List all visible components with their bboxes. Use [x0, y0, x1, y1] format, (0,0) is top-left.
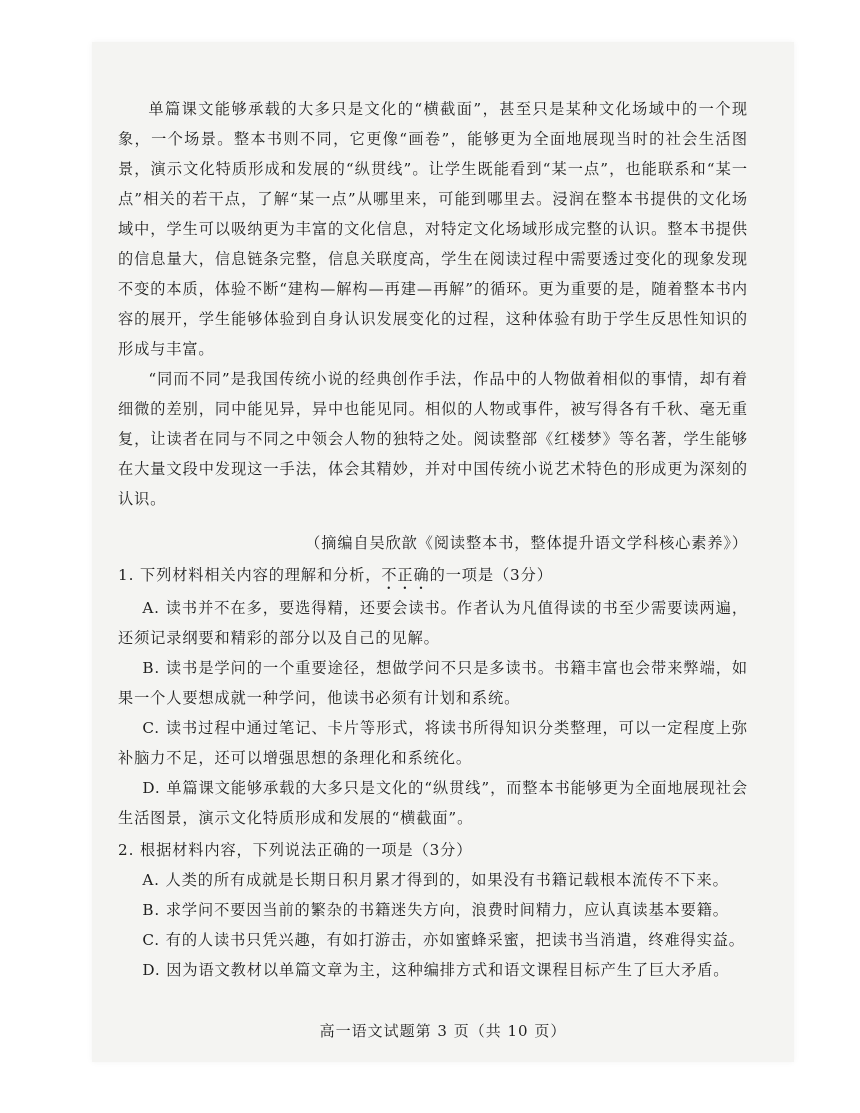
passage-paragraph-2: “同而不同”是我国传统小说的经典创作手法，作品中的人物做着相似的事情，却有着细微的差别，同中能见异，异中也能见同。相似的人物或事件，被写得各有千秋、毫无重复，让读者在同与不同之中领会人物的独特之处。阅读整部《红楼梦》等名著，学生能够在大量文段中发现这一手法，体会其精妙，并对中国传统小说艺术特色的形成更为深刻的认识。	[118, 370, 748, 508]
question-2-option-b: B. 求学问不要因当前的繁杂的书籍迷失方向，浪费时间精力，应认真读基本要籍。	[142, 901, 729, 919]
passage-source: （摘编自吴欣歆《阅读整本书，整体提升语文学科核心素养》）	[305, 534, 748, 552]
question-1-stem-end: 的一项是（3分）	[429, 566, 553, 584]
question-2-option-a: A. 人类的所有成就是长期日积月累才得到的，如果没有书籍记载根本流传不下来。	[142, 871, 729, 889]
question-1-option-a: A. 读书并不在多，要选得精，还要会读书。作者认为凡值得读的书至少需要读两遍，还须记录纲要和精彩的部分以及自己的见解。	[118, 599, 748, 647]
question-1-option-b: B. 读书是学问的一个重要途径，想做学问不只是多读书。书籍丰富也会带来弊端，如果一个人要想成就一种学问，他读书必须有计划和系统。	[118, 659, 748, 707]
passage-paragraph-1: 单篇课文能够承载的大多只是文化的“横截面”，甚至只是某种文化场域中的一个现象，一个场景。整本书则不同，它更像“画卷”，能够更为全面地展现当时的社会生活图景，演示文化特质形成和发展的“纵贯线”。让学生既能看到“某一点”，也能联系和“某一点”相关的若干点，了解“某一点”从哪里来，可能到哪里去。浸润在整本书提供的文化场域中，学生可以吸纳更为丰富的文化信息，对特定文化场域形成完整的认识。整本书提供的信息量大，信息链条完整，信息关联度高，学生在阅读过程中需要透过变化的现象发现不变的本质，体验不断“建构—解构—再建—再解”的循环。更为重要的是，随着整本书内容的展开，学生能够体验到自身认识发展变化的过程，这种体验有助于学生反思性知识的形成与丰富。	[118, 100, 748, 358]
question-1-emphasis: 不正确	[381, 566, 430, 584]
question-2-option-c: C. 有的人读书只凭兴趣，有如打游击，亦如蜜蜂采蜜，把读书当消遣，终难得实益。	[142, 931, 745, 949]
question-1-option-c: C. 读书过程中通过笔记、卡片等形式，将读书所得知识分类整理，可以一定程度上弥补脑力不足，还可以增强思想的条理化和系统化。	[118, 719, 748, 767]
question-2-option-d: D. 因为语文教材以单篇文章为主，这种编排方式和语文课程目标产生了巨大矛盾。	[142, 961, 730, 979]
page-footer: 高一语文试题第 3 页（共 10 页）	[319, 1022, 567, 1040]
question-1-stem-start: 1. 下列材料相关内容的理解和分析，	[118, 566, 382, 584]
page-content	[118, 94, 748, 985]
exam-page	[92, 42, 794, 1062]
question-1-option-d: D. 单篇课文能够承载的大多只是文化的“纵贯线”，而整本书能够更为全面地展现社会生活图景，演示文化特质形成和发展的“横截面”。	[118, 779, 748, 827]
question-1-stem	[118, 560, 748, 593]
question-2-stem: 2. 根据材料内容，下列说法正确的一项是（3分）	[118, 841, 473, 859]
